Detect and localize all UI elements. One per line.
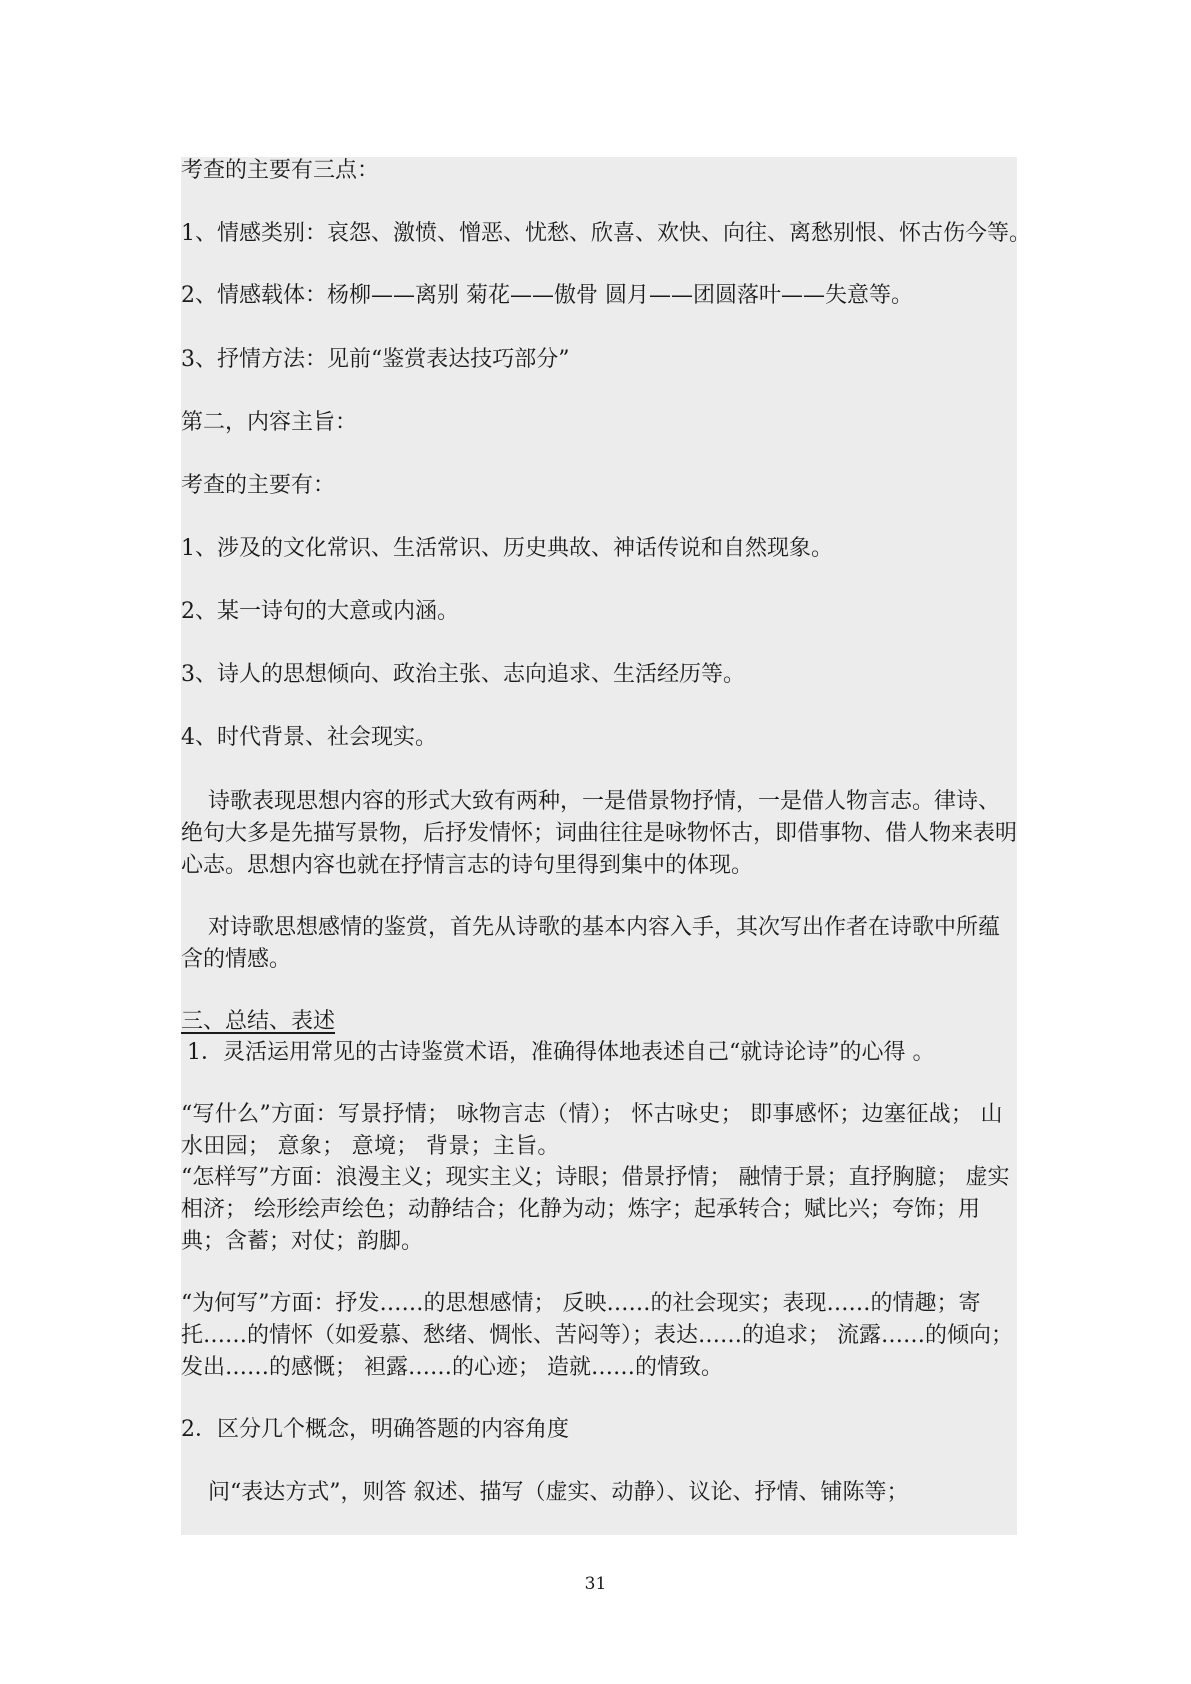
paragraph-point-two: 2．区分几个概念，明确答题的内容角度	[181, 1417, 569, 1442]
section-heading-summary: 三、总结、表述	[181, 1009, 336, 1034]
paragraph-appreciation-method: 对诗歌思想感情的鉴赏，首先从诗歌的基本内容入手，其次写出作者在诗歌中所蕴含的情感。	[181, 915, 1001, 972]
paragraph-how-to-write: “怎样写”方面：浪漫主义；现实主义；诗眼；借景抒情； 融情于景；直抒胸臆； 虚实相济； 绘形绘声绘色；动静结合；化静为动；炼字；起承转合；赋比兴；夸饰；用典；含蓄；对仗；韵脚。	[181, 1165, 1010, 1254]
section-heading-content-theme: 第二，内容主旨：	[181, 410, 358, 435]
paragraph-emotion-types: 1、情感类别：哀怨、激愤、憎恶、忧愁、欣喜、欢快、向往、离愁别恨、怀古伤今等。	[181, 221, 1031, 246]
paragraph-why-write: “为何写”方面：抒发……的思想感情； 反映……的社会现实；表现……的情趣；寄托……的情怀（如爱慕、愁绪、惆怅、苦闷等）；表达……的追求； 流露……的倾向；发出……的感慨； 袒露……的心迹； 造就……的情致。	[181, 1291, 1013, 1380]
paragraph-intro-three-points: 考查的主要有三点：	[181, 158, 380, 183]
paragraph-cultural-knowledge: 1、涉及的文化常识、生活常识、历史典故、神话传说和自然现象。	[181, 536, 833, 561]
paragraph-lyric-methods: 3、抒情方法：见前“鉴赏表达技巧部分”	[181, 347, 570, 372]
paragraph-era-background: 4、时代背景、社会现实。	[181, 725, 437, 750]
paragraph-line-meaning: 2、某一诗句的大意或内涵。	[181, 599, 459, 624]
paragraph-expression-forms: 诗歌表现思想内容的形式大致有两种，一是借景物抒情，一是借人物言志。律诗、绝句大多是先描写景物，后抒发情怀；词曲往往是咏物怀古，即借事物、借人物来表明心志。思想内容也就在抒情言志的诗句里得到集中的体现。	[181, 789, 1018, 878]
paragraph-expression-mode: 问“表达方式”，则答 叙述、描写（虚实、动静）、议论、抒情、铺陈等；	[208, 1480, 909, 1505]
paragraph-main-points: 考查的主要有：	[181, 473, 336, 498]
paragraph-emotion-carriers: 2、情感载体：杨柳——离别 菊花——傲骨 圆月——团圆落叶——失意等。	[181, 283, 913, 308]
paragraph-what-to-write: “写什么”方面：写景抒情； 咏物言志（情）； 怀古咏史； 即事感怀；边塞征战； 山水田园； 意象； 意境； 背景；主旨。	[181, 1102, 1003, 1159]
page-number: 31	[584, 1574, 607, 1594]
paragraph-point-one: 1．灵活运用常见的古诗鉴赏术语，准确得体地表述自己“就诗论诗”的心得 。	[187, 1040, 935, 1065]
paragraph-poet-thought: 3、诗人的思想倾向、政治主张、志向追求、生活经历等。	[181, 662, 745, 687]
